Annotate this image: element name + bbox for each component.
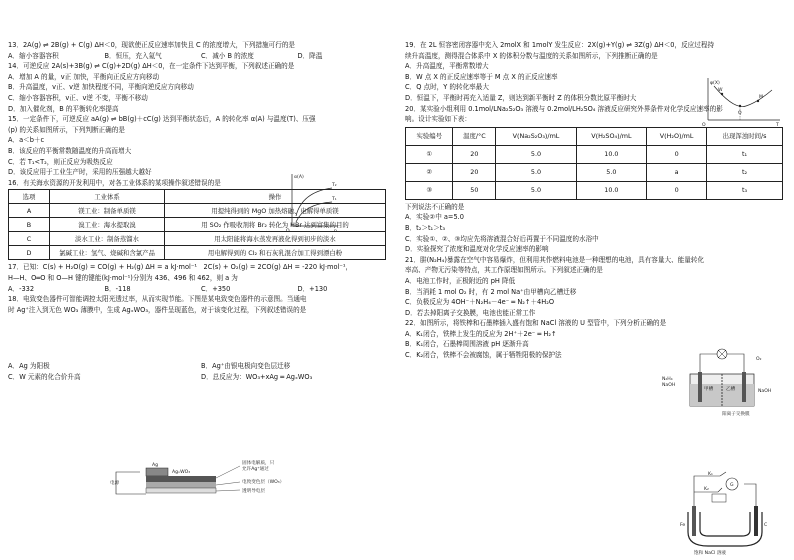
q18-option-b: B．Ag⁺由银电极向变色层迁移 (201, 362, 291, 371)
q17-option-a: A．-332 (8, 284, 35, 293)
table-cell: 10.0 (576, 145, 646, 163)
q13-option-d: D．降温 (297, 51, 323, 60)
q17-stem-2: H—H、O═O 和 O—H 键的键能(kJ·mol⁻¹)分别为 436、496 和 462，则 a 为 (8, 273, 238, 282)
table-cell: 镁工业：制备单质镁 (50, 204, 165, 218)
q18-label-agxwo3: AgₓWO₃ (172, 470, 191, 475)
q20-option-b: B．t₂＞t₁＞t₃ (405, 223, 445, 232)
q15-stem: 15．一定条件下，可逆反应 aA(g) ⇌ bB(g)＋cC(g) 达到平衡状态后，A 的转化率 α(A) 与温度(T)、压强 (8, 115, 316, 124)
q21-label-naoh-right: NaOH (758, 389, 772, 394)
q19-x-label: T (776, 123, 779, 126)
q15-curve-label-t2: T₂ (332, 183, 337, 188)
q21-option-a: A．电池工作时，正极附近的 pH 降低 (405, 276, 516, 285)
q15-figure (284, 170, 342, 232)
q17-options (8, 284, 394, 295)
q13-stem: 13．2A(g) ⇌ 2B(g) + C(g) ΔH＜0，现欲使正反应速率加快且 C 的浓度增大，下列措施可行的是 (8, 41, 296, 49)
q14-option-a: A．增加 A 的量，v正 加快，平衡向正反应方向移动 (8, 72, 160, 81)
q20-option-d: D．实验探究了浓度和温度对化学反应速率的影响 (405, 245, 549, 254)
q18-label-color-layer: 电致变色层（WO₃） (242, 480, 285, 485)
q18-leader-1 (216, 466, 240, 478)
q21-label-n2h4: N₂H₄ (662, 377, 673, 382)
q20-header-h2so4: V(H₂SO₄)/mL (576, 127, 646, 145)
q15-y-label: α(A) (294, 175, 304, 180)
q15-option-b: B．该反应的平衡常数随温度的升高而增大 (8, 146, 132, 155)
q14-option-d: D．加入催化剂，B 的平衡转化率提高 (8, 104, 119, 113)
q18-label-electrolyte-1: 固体电解质，只 (242, 461, 275, 466)
q19-y-label: φ(X) (710, 81, 720, 86)
q21-right-electrode (742, 372, 746, 402)
q18-ag-electrode (146, 468, 168, 476)
table-cell: 氯碱工业：氢气、烧碱和含氯产品 (50, 246, 165, 260)
table-cell: 用提纯得到的 MgO 加热熔融、电解得单质镁 (165, 204, 386, 218)
q17-option-d: D．+130 (297, 284, 328, 293)
q21-label-o2: O₂ (756, 357, 762, 362)
table-cell: 淡水工业：制备蒸馏水 (50, 232, 165, 246)
q13-options (8, 51, 394, 62)
q20-option-c: C．实验①、②、③均应先将溶液混合好后再置于不同温度的水浴中 (405, 234, 599, 243)
q19-option-c: C．Q 点时，Y 的转化率最大 (405, 83, 489, 92)
q18-option-a: A．Ag 为阳极 (8, 362, 50, 371)
q19-stem: 19．在 2L 恒容密闭容器中充入 2molX 和 1molY 发生反应：2X(g)+Y(g) ⇌ 3Z(g) ΔH＜0，反应过程持 (405, 41, 715, 49)
q20-table-header (406, 127, 783, 145)
q19-curve (714, 86, 772, 107)
q16-header-option: 选项 (9, 190, 50, 204)
q19-option-b: B．W 点 X 的正反应速率等于 M 点 X 的正反应速率 (405, 72, 558, 81)
table-row (406, 163, 783, 181)
table-cell: 5.0 (496, 145, 576, 163)
q21-label-jia: 甲槽 (704, 387, 714, 392)
q18-label-ag: Ag (152, 463, 159, 468)
table-cell: 20 (453, 163, 496, 181)
q15-origin: O (286, 229, 290, 232)
q17-option-b: B．-118 (104, 284, 131, 293)
table-cell: 用 SO₂ 作吸收剂将 Br₂ 转化为 HBr 达到富集的目的 (165, 218, 386, 232)
q19-label-m: M (759, 95, 763, 100)
table-cell: t₁ (707, 145, 783, 163)
q21-option-d: D．若去掉阳离子交换膜，电池也能正常工作 (405, 308, 536, 317)
q18-figure (110, 458, 300, 506)
table-cell: 10.0 (576, 181, 646, 199)
q15-curve-t1 (296, 202, 332, 222)
table-cell: a (647, 163, 707, 181)
q20-stem-2: 响。设计实验如下表： (405, 115, 471, 124)
q21-figure (660, 346, 786, 418)
q17-stem: 17．已知：C(s) + H₂O(g) = CO(g) + H₂(g) ΔH = a kJ·mol⁻¹ 2C(s) + O₂(g) = 2CO(g) ΔH = -220 kJ·mol⁻¹， (8, 263, 353, 272)
q18-option-d: D．总反应为：WO₃+xAg ═ AgₓWO₃ (201, 372, 313, 381)
q20-header-na2s2o3: V(Na₂S₂O₃)/mL (496, 127, 576, 145)
q15-option-a: A．a＜b＋c (8, 136, 45, 145)
q15-curve-label-t1: T₁ (332, 197, 337, 202)
table-cell: 5.0 (496, 163, 576, 181)
q21-option-b: B．当消耗 1 mol O₂ 时，有 2 mol Na⁺由甲槽向乙槽迁移 (405, 287, 577, 296)
q19-figure (700, 76, 784, 126)
q16-header-operation: 操作 (165, 190, 386, 204)
q18-leader-2 (216, 482, 240, 485)
q20-header-time: 出现浑浊时间/s (707, 127, 783, 145)
q19-stem-2: 续升高温度，测得混合体系中 X 的体积分数与温度的关系如图所示，下列推断正确的是 (405, 51, 658, 60)
q18-stem: 18．电致变色器件可智能调控太阳光透过率，从而实现节能。下图是某电致变色器件的示意图。当通电 (8, 295, 307, 304)
table-cell: 20 (453, 145, 496, 163)
q16-stem: 16．有关海水资源的开发利用中，对各工业体系的某项操作叙述错误的是 (8, 178, 221, 187)
table-cell: C (9, 232, 50, 246)
q20-header-no: 实验编号 (406, 127, 453, 145)
q20-stem: 20．某实验小组利用 0.1mol/LNa₂S₂O₃ 溶液与 0.2mol/LH₂SO₄ 溶液反应研究外界条件对化学反应速率的影 (405, 104, 723, 113)
q15-stem-2: (p) 的关系如图所示，下列判断正确的是 (8, 125, 125, 134)
q19-label-q: Q (738, 111, 742, 116)
table-cell: 用电解得到的 Cl₂ 和石灰乳混合加工得到漂白粉 (165, 246, 386, 260)
q22-stem: 22．如图所示，将铁棒和石墨棒插入盛有饱和 NaCl 溶液的 U 型管中，下列分析正确的是 (405, 319, 667, 328)
table-cell: 溴工业：海水提取溴 (50, 218, 165, 232)
q21-stem: 21．肼(N₂H₄)暴露在空气中容易爆炸，但利用其作燃料电池是一种理想的电池，具有容量大、能量转化 (405, 255, 705, 264)
q14-option-c: C．缩小容器容积，v正、v逆 不变，平衡不移动 (8, 93, 148, 102)
q21-option-c: C．负极反应为 4OH⁻＋N₂H₄－4e⁻ ═ N₂↑＋4H₂O (405, 298, 555, 307)
q16-header-system: 工业体系 (50, 190, 165, 204)
q18-stem-2: 时 Ag⁺注入到无色 WO₃ 薄膜中，生成 AgₓWO₃，器件呈现蓝色，对于该变化过程，下列叙述错误的是 (8, 305, 307, 314)
q14-stem: 14．可逆反应 2A(s)+3B(g) ⇌ C(g)+2D(g) ΔH＜0，在一定条件下达到平衡，下列叙述正确的是 (8, 62, 295, 71)
q18-label-electrolyte-2: 允许Ag⁺通过 (242, 467, 269, 472)
table-cell: 0 (647, 145, 707, 163)
q21-label-naoh-left: NaOH (662, 383, 676, 388)
q21-stem-2: 率高、产物无污染等特点，其工作原理如图所示。下列叙述正确的是 (405, 266, 603, 275)
q19-option-a: A．升高温度，平衡常数增大 (405, 62, 489, 71)
q22-c-rod (754, 506, 758, 536)
q19-point-m (757, 100, 759, 102)
table-cell: B (9, 218, 50, 232)
q21-left-electrode (698, 372, 702, 402)
q22-option-a: A．K₁闭合，铁棒上发生的反应为 2H⁺＋2e⁻ ═ H₂↑ (405, 329, 557, 338)
q18-circuit-wire (116, 472, 146, 494)
q21-label-yi: 乙槽 (726, 387, 736, 392)
q18-electrolyte-layer (146, 476, 216, 482)
q13-option-c: C．减小 B 的浓度 (201, 51, 254, 60)
q15-option-c: C．若 T₁<T₂，则正反应为吸热反应 (8, 157, 113, 166)
q18-figure-space (8, 315, 394, 361)
q20-header-h2o: V(H₂O)/mL (647, 127, 707, 145)
table-cell: 5.0 (496, 181, 576, 199)
q18-label-power: 电源 (110, 481, 120, 486)
q19-option-d: D．恒温下，平衡时再充入适量 Z，则达到新平衡时 Z 的体积分数比原平衡时大 (405, 93, 637, 102)
q18-leader-3 (216, 490, 240, 491)
table-cell: t₂ (707, 163, 783, 181)
table-cell: 50 (453, 181, 496, 199)
q22-u-tube-inner (700, 512, 750, 536)
table-cell: t₃ (707, 181, 783, 199)
q21-circuit-wire (700, 354, 744, 376)
q18-color-layer (146, 482, 216, 488)
table-cell: 用太阳能将海水蒸发再液化得到初步的淡水 (165, 232, 386, 246)
table-row (9, 246, 386, 260)
q22-label-k1: K₁ (708, 472, 713, 477)
table-cell: ② (406, 163, 453, 181)
q22-label-k2: K₂ (704, 487, 709, 492)
q19-point-w (721, 93, 723, 95)
table-cell: A (9, 204, 50, 218)
q17-option-c: C．+350 (201, 284, 231, 293)
q15-curve-t2 (296, 188, 332, 216)
q14-option-b: B．升高温度，v正、v逆 加快程度不同，平衡向逆反应方向移动 (8, 83, 194, 92)
table-cell: 0 (647, 181, 707, 199)
q22-option-b: B．K₁闭合，石墨棒周围溶液 pH 逐渐升高 (405, 340, 529, 349)
q22-fe-rod (692, 506, 696, 536)
q18-option-c: C．W 元素的化合价升高 (8, 372, 81, 381)
q15-option-d: D．该反应用于工业生产时，采用的压强越大越好 (8, 168, 152, 177)
q22-battery-icon (712, 494, 726, 502)
q22-label-g: G (730, 483, 734, 488)
q22-figure (660, 470, 786, 556)
q22-circuit-wire (694, 476, 756, 514)
table-cell: ① (406, 145, 453, 163)
q20-table (405, 127, 783, 200)
q22-option-c: C．K₂闭合，铁棒不会被腐蚀，属于牺牲阳极的保护法 (405, 351, 562, 360)
q13-option-a: A．缩小容器容积 (8, 51, 59, 60)
q20-option-a: A．实验②中 a=5.0 (405, 213, 464, 222)
q18-options (8, 361, 394, 382)
table-cell: 5.0 (576, 163, 646, 181)
q21-lamp-cross (718, 350, 726, 358)
q20-header-temp: 温度/°C (453, 127, 496, 145)
q22-label-fe: Fe (680, 523, 686, 528)
q19-origin: O (702, 123, 706, 126)
q22-label-solution: 饱和 NaCl 溶液 (694, 551, 727, 556)
q22-label-c: C (764, 523, 768, 528)
table-cell: ③ (406, 181, 453, 199)
q19-label-w: W (718, 88, 723, 93)
q18-label-conductive-layer: 透明导电层 (242, 489, 265, 494)
q13-option-b: B．恒压，充入氦气 (104, 51, 162, 60)
table-row (406, 145, 783, 163)
table-row (9, 232, 386, 246)
q18-conductive-layer (146, 488, 216, 493)
table-cell: D (9, 246, 50, 260)
q21-label-membrane: 阳离子交换膜 (722, 412, 750, 417)
q22-switch-k1 (720, 472, 726, 476)
table-row (406, 181, 783, 199)
q15-x-label: p (334, 229, 337, 232)
q20-after: 下列说法不正确的是 (405, 202, 465, 211)
q22-u-tube (688, 512, 762, 546)
